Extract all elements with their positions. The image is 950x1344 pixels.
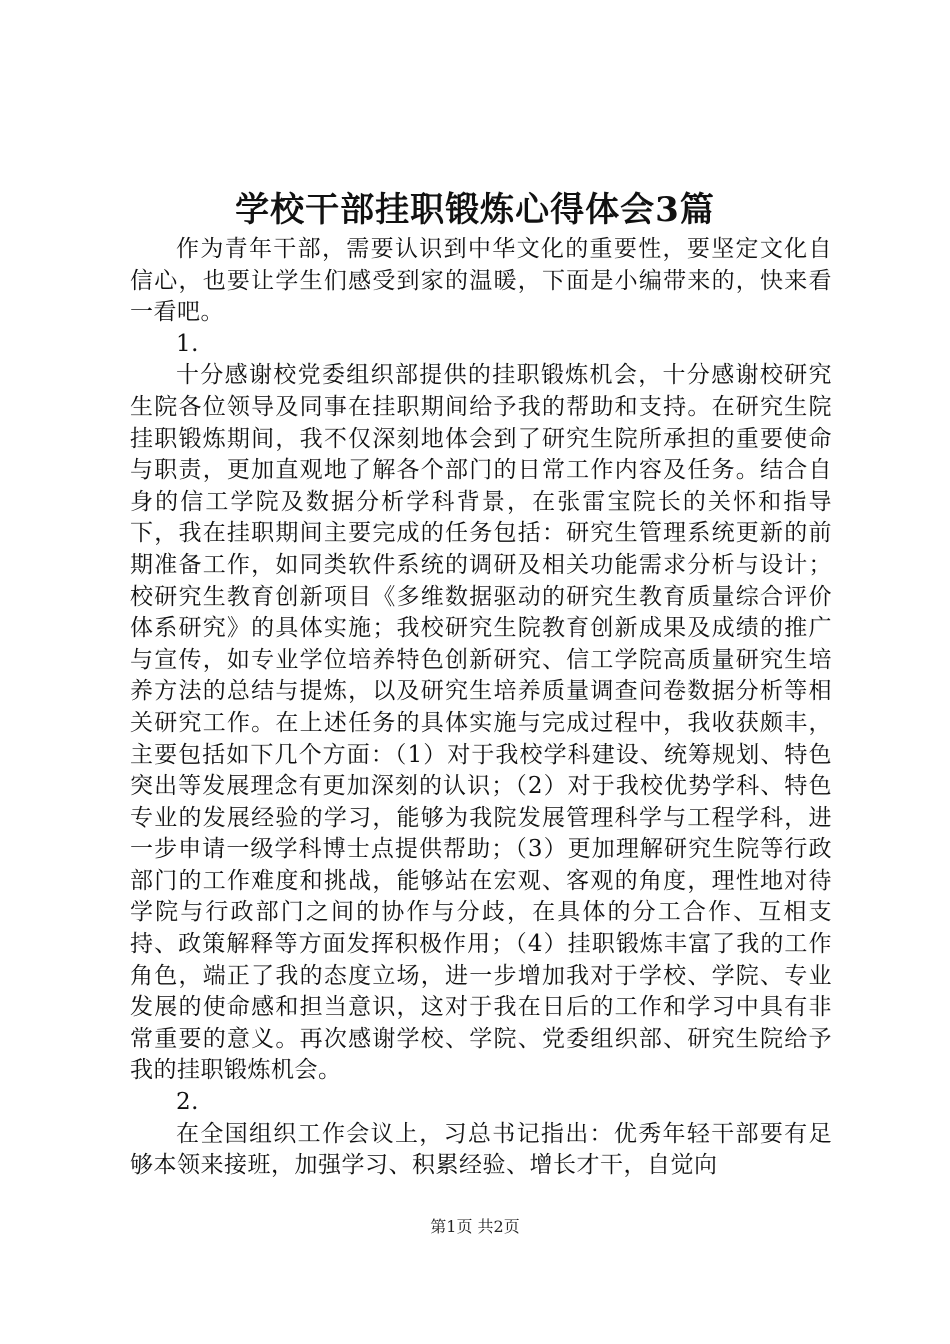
document-title: 学校干部挂职锻炼心得体会3篇: [235, 190, 715, 230]
page-number-footer: 第1页 共2页: [430, 1217, 520, 1236]
section-2-paragraph: 在全国组织工作会议上，习总书记指出：优秀年轻干部要有足够本领来接班，加强学习、积累经验、增长才干，自觉向: [130, 1120, 832, 1179]
section-number-2: 2.: [176, 1089, 199, 1116]
section-1-paragraph: 十分感谢校党委组织部提供的挂职锻炼机会，十分感谢校研究生院各位领导及同事在挂职期间给予我的帮助和支持。在研究生院挂职锻炼期间，我不仅深刻地体会到了研究生院所承担的重要使命与职责，更加直观地了解各个部门的日常工作内容及任务。结合自身的信工学院及数据分析学科背景，在张雷宝院长的关怀和指导下，我在挂职期间主要完成的任务包括：研究生管理系统更新的前期准备工作，如同类软件系统的调研及相关功能需求分析与设计；校研究生教育创新项目《多维数据驱动的研究生教育质量综合评价体系研究》的具体实施；我校研究生院教育创新成果及成绩的推广与宣传，如专业学位培养特色创新研究、信工学院高质量研究生培养方法的总结与提炼，以及研究生培养质量调查问卷数据分析等相关研究工作。在上述任务的具体实施与完成过程中，我收获颇丰，主要包括如下几个方面：（1）对于我校学科建设、统筹规划、特色突出等发展理念有更加深刻的认识；（2）对于我校优势学科、特色专业的发展经验的学习，能够为我院发展管理科学与工程学科，进一步申请一级学科博士点提供帮助；（3）更加理解研究生院等行政部门的工作难度和挑战，能够站在宏观、客观的角度，理性地对待学院与行政部门之间的协作与分歧，在具体的分工合作、互相支持、政策解释等方面发挥积极作用；（4）挂职锻炼丰富了我的工作角色，端正了我的态度立场，进一步增加我对于学校、学院、专业发展的使命感和担当意识，这对于我在日后的工作和学习中具有非常重要的意义。再次感谢学校、学院、党委组织部、研究生院给予我的挂职锻炼机会。: [130, 362, 832, 1084]
intro-paragraph: 作为青年干部，需要认识到中华文化的重要性，要坚定文化自信心，也要让学生们感受到家的温暖，下面是小编带来的，快来看一看吧。: [130, 236, 832, 326]
section-number-1: 1.: [176, 330, 199, 357]
document-body: [130, 234, 832, 1182]
